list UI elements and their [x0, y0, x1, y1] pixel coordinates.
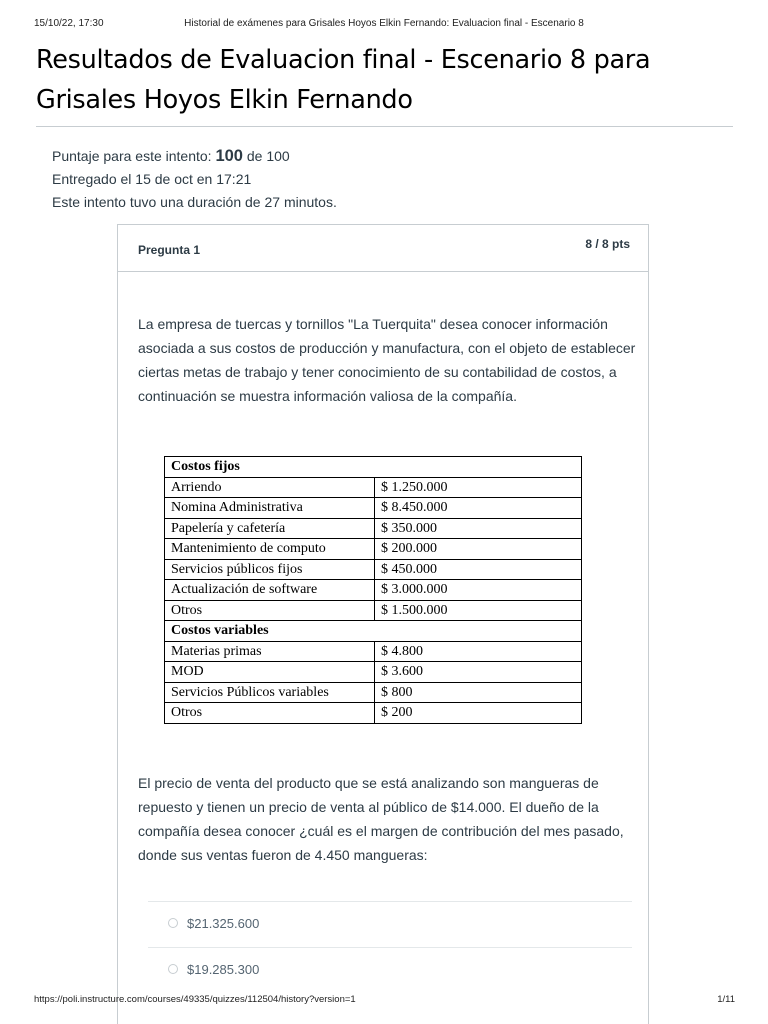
question-intro: La empresa de tuercas y tornillos "La Tuerquita" desea conocer información asociada a sus costos de producción y manufactura, con el objeto de establecer ciertas metas de trabajo y tener conocimiento de su contabilidad de costos, a continuación se muestra información valiosa de la compañía. — [138, 316, 636, 404]
cost-name: Mantenimiento de computo — [165, 539, 375, 560]
score-line — [52, 145, 337, 168]
cost-name: Arriendo — [165, 477, 375, 498]
question-points: 8 / 8 pts — [585, 237, 630, 251]
page-number: 1/11 — [717, 994, 735, 1005]
table-section-row — [165, 457, 582, 478]
table-row — [165, 477, 582, 498]
cost-name: Otros — [165, 600, 375, 621]
duration-line: Este intento tuvo una duración de 27 minutos. — [52, 194, 337, 210]
table-section-row — [165, 621, 582, 642]
cost-value: $ 350.000 — [375, 518, 582, 539]
costs-table — [164, 456, 582, 724]
cost-name: Actualización de software — [165, 580, 375, 601]
cost-name: Nomina Administrativa — [165, 498, 375, 519]
score-value: 100 — [215, 147, 243, 165]
print-document-title: Historial de exámenes para Grisales Hoyos Elkin Fernando: Evaluacion final - Escenario 8 — [184, 18, 584, 29]
cost-name: Materias primas — [165, 641, 375, 662]
table-row — [165, 580, 582, 601]
score-suffix: de 100 — [242, 148, 290, 164]
table-section-header: Costos variables — [165, 621, 582, 642]
table-row — [165, 559, 582, 580]
print-url: https://poli.instructure.com/courses/49335/quizzes/112504/history?version=1 — [34, 994, 356, 1005]
radio-button[interactable] — [168, 964, 178, 974]
question-title: Pregunta 1 — [138, 243, 201, 257]
question-prompt: El precio de venta del producto que se está analizando son mangueras de repuesto y tienen un precio de venta al público de $14.000. El dueño de la compañía desea conocer ¿cuál es el margen de contribución del mes pasado, donde sus ventas fueron de 4.450 mangueras: — [138, 775, 624, 863]
cost-name: MOD — [165, 662, 375, 683]
cost-value: $ 3.600 — [375, 662, 582, 683]
cost-name: Servicios públicos fijos — [165, 559, 375, 580]
attempt-summary — [52, 145, 337, 214]
cost-value: $ 8.450.000 — [375, 498, 582, 519]
table-row — [165, 703, 582, 724]
page-title-line-2: Grisales Hoyos Elkin Fernando — [36, 85, 413, 115]
cost-value: $ 3.000.000 — [375, 580, 582, 601]
table-section-header: Costos fijos — [165, 457, 582, 478]
print-date: 15/10/22, 17:30 — [34, 18, 104, 29]
cost-value: $ 4.800 — [375, 641, 582, 662]
score-prefix: Puntaje para este intento: — [52, 148, 216, 164]
cost-value: $ 450.000 — [375, 559, 582, 580]
cost-value: $ 200.000 — [375, 539, 582, 560]
question-header — [118, 225, 648, 272]
question-card — [117, 224, 649, 1024]
radio-button[interactable] — [168, 918, 178, 928]
cost-name: Papelería y cafetería — [165, 518, 375, 539]
table-row — [165, 518, 582, 539]
cost-value: $ 200 — [375, 703, 582, 724]
answer-label: $21.325.600 — [187, 916, 260, 931]
answer-option[interactable] — [148, 901, 632, 948]
page-title — [36, 40, 736, 120]
cost-value: $ 800 — [375, 682, 582, 703]
page-title-line-1: Resultados de Evaluacion final - Escenario 8 para — [36, 45, 651, 75]
table-row — [165, 662, 582, 683]
table-row — [165, 600, 582, 621]
table-row — [165, 641, 582, 662]
cost-value: $ 1.250.000 — [375, 477, 582, 498]
cost-value: $ 1.500.000 — [375, 600, 582, 621]
title-divider — [36, 126, 733, 127]
submitted-line: Entregado el 15 de oct en 17:21 — [52, 171, 252, 187]
cost-name: Servicios Públicos variables — [165, 682, 375, 703]
cost-name: Otros — [165, 703, 375, 724]
table-row — [165, 682, 582, 703]
table-row — [165, 539, 582, 560]
answer-option[interactable] — [148, 947, 632, 994]
answer-label: $19.285.300 — [187, 962, 260, 977]
table-row — [165, 498, 582, 519]
